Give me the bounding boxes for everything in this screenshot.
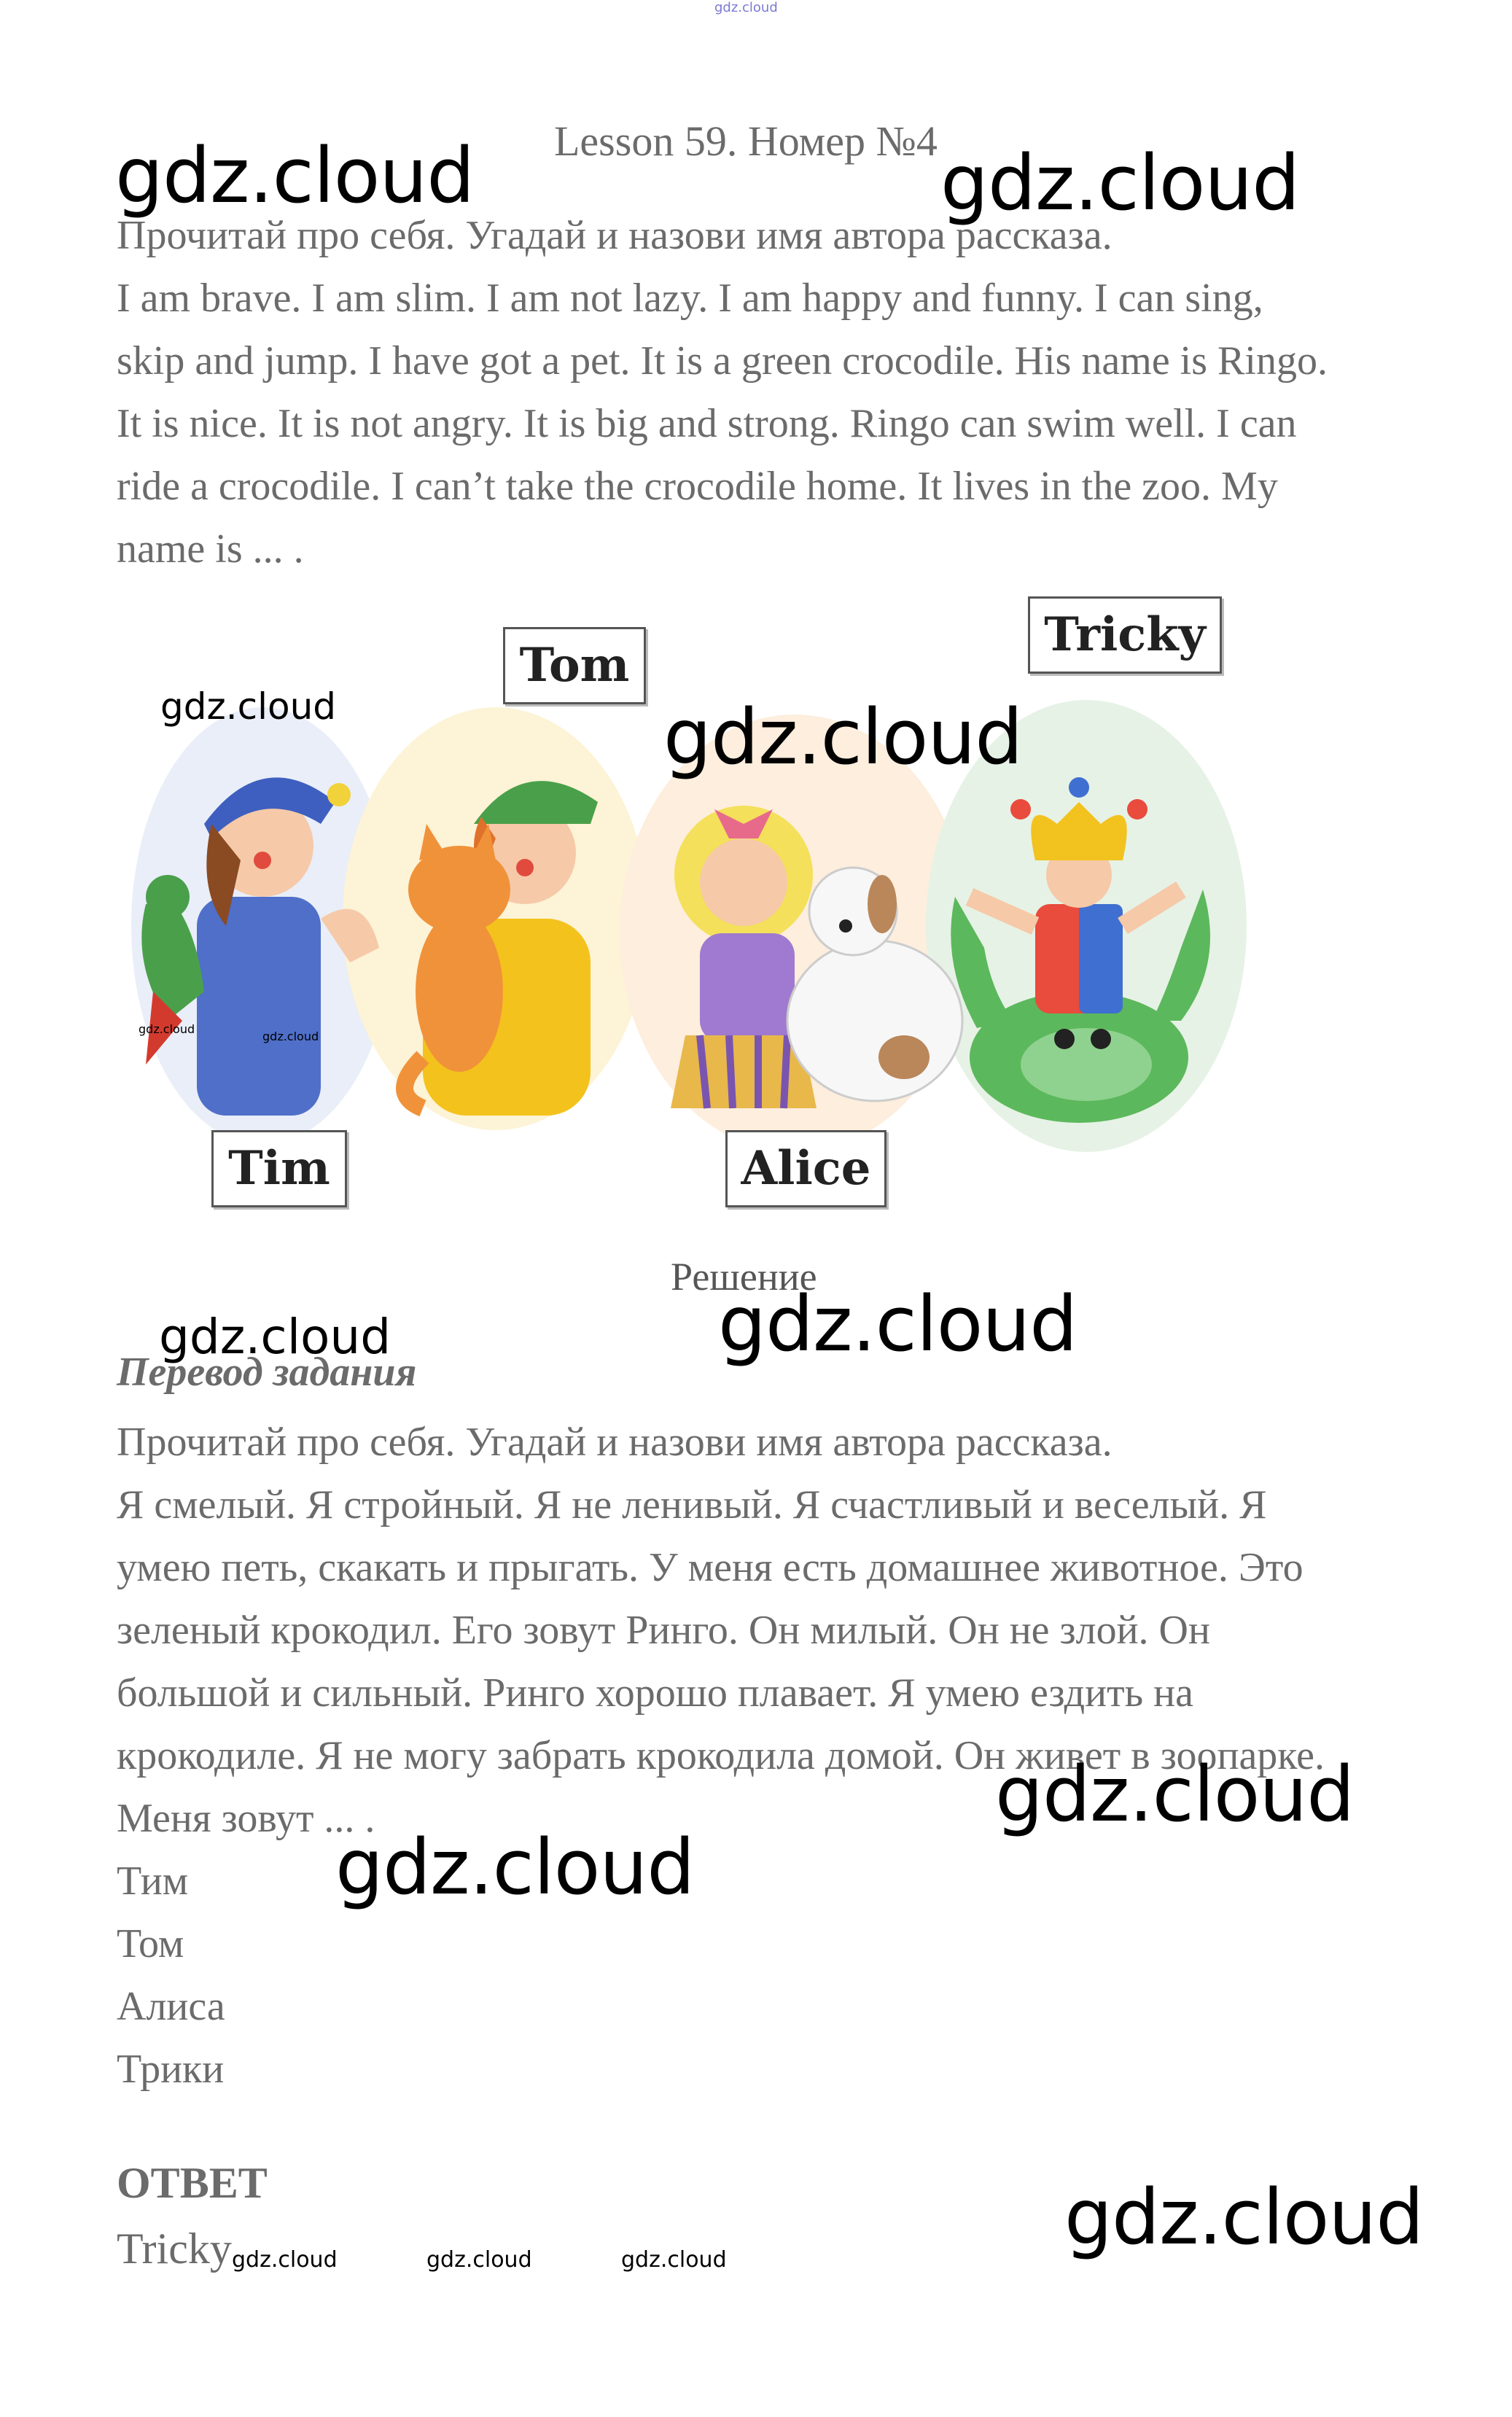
label-tom: Tom <box>503 627 646 704</box>
task-line: I am brave. I am slim. I am not lazy. I am happy and funny. I can sing, <box>117 276 1263 321</box>
option-alice: Алиса <box>117 1984 225 2029</box>
translation-line: крокодиле. Я не могу забрать крокодила домой. Он живет в зоопарке. <box>117 1733 1325 1778</box>
characters-illustration <box>117 583 1254 1218</box>
label-tim: Tim <box>211 1130 347 1207</box>
watermark: gdz.cloud <box>621 2247 727 2273</box>
page-title: Lesson 59. Номер №4 <box>554 117 938 165</box>
watermark: gdz.cloud <box>663 693 1023 782</box>
translation-subheading: Перевод задания <box>117 1350 417 1395</box>
translation-line: большой и сильный. Ринго хорошо плавает. Я умею ездить на <box>117 1670 1193 1716</box>
answer-heading: ОТВЕТ <box>117 2159 268 2207</box>
watermark: gdz.cloud <box>718 1280 1078 1369</box>
watermark: gdz.cloud <box>426 2247 532 2273</box>
watermark: gdz.cloud <box>139 1022 195 1036</box>
translation-line: Я смелый. Я стройный. Я не ленивый. Я счастливый и веселый. Я <box>117 1482 1267 1527</box>
watermark: gdz.cloud <box>159 1309 391 1365</box>
task-instruction: Прочитай про себя. Угадай и назови имя автора рассказа. <box>117 213 1112 258</box>
option-tim: Тим <box>117 1859 189 1904</box>
watermark: gdz.cloud <box>232 2247 338 2273</box>
solution-heading: Решение <box>671 1255 817 1299</box>
label-alice: Alice <box>725 1130 886 1207</box>
option-tricky: Трики <box>117 2047 225 2092</box>
option-tom: Том <box>117 1921 184 1966</box>
task-line: skip and jump. I have got a pet. It is a green crocodile. His name is Ringo. <box>117 338 1328 384</box>
translation-instruction: Прочитай про себя. Угадай и назови имя автора рассказа. <box>117 1420 1112 1465</box>
answer-value: Tricky <box>117 2225 232 2273</box>
label-tricky: Tricky <box>1028 596 1222 674</box>
watermark: gdz.cloud <box>1064 2173 1424 2262</box>
task-line: It is nice. It is not angry. It is big and strong. Ringo can swim well. I can <box>117 401 1297 446</box>
illustration <box>117 583 1254 1218</box>
translation-line: Меня зовут ... . <box>117 1796 375 1841</box>
translation-line: зеленый крокодил. Его зовут Ринго. Он милый. Он не злой. Он <box>117 1608 1210 1653</box>
task-line: name is ... . <box>117 526 304 572</box>
watermark: gdz.cloud <box>115 131 475 220</box>
top-watermark: gdz.cloud <box>714 0 778 15</box>
translation-line: умею петь, скакать и прыгать. У меня есть домашнее животное. Это <box>117 1545 1303 1590</box>
watermark: gdz.cloud <box>995 1750 1355 1839</box>
watermark: gdz.cloud <box>160 685 337 728</box>
watermark: gdz.cloud <box>335 1823 695 1912</box>
watermark: gdz.cloud <box>940 139 1300 227</box>
task-line: ride a crocodile. I can’t take the crocodile home. It lives in the zoo. My <box>117 464 1278 509</box>
watermark: gdz.cloud <box>262 1030 319 1043</box>
